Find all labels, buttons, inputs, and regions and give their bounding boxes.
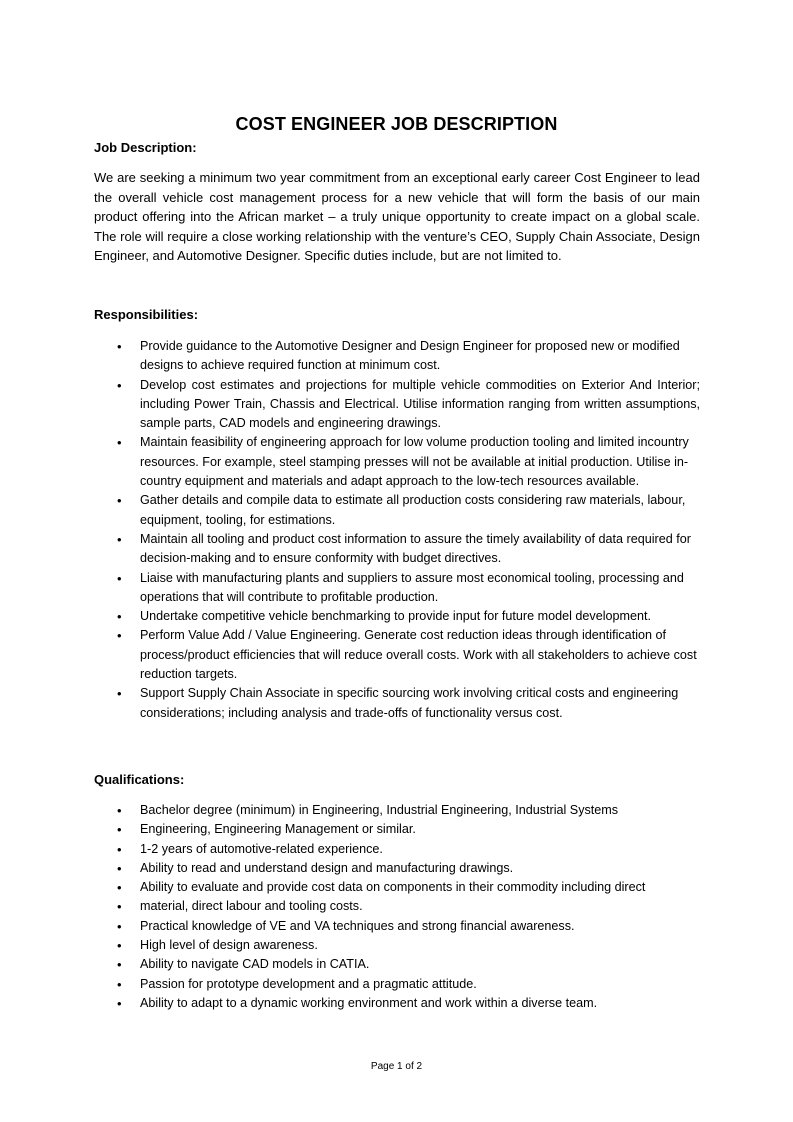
list-item: [0, 337, 700, 376]
list-item-text: material, direct labour and tooling costs.: [140, 899, 363, 914]
list-item: [0, 955, 700, 974]
list-item-text: Perform Value Add / Value Engineering. Generate cost reduction ideas through identification of process/product efficiencies that will reduce overall costs. Work with all stakeholders to achieve cost reduction targets.: [140, 628, 697, 682]
list-item-text: 1-2 years of automotive-related experience.: [140, 841, 383, 856]
list-item: [0, 491, 700, 530]
bullet-icon: •: [117, 628, 122, 644]
bullet-icon: •: [117, 822, 122, 838]
list-item: [0, 433, 700, 491]
document-title: COST ENGINEER JOB DESCRIPTION: [235, 114, 558, 134]
list-item-text: Ability to evaluate and provide cost data on components in their commodity including direct: [140, 880, 646, 895]
bullet-icon: •: [117, 918, 122, 934]
bullet-icon: •: [117, 860, 122, 876]
list-item: [0, 626, 700, 684]
list-item-text: Maintain all tooling and product cost information to assure the timely availability of data required for decision-making and to ensure conformity with budget directives.: [140, 531, 691, 566]
job-description-heading: Job Description:: [94, 140, 197, 155]
bullet-icon: •: [117, 435, 122, 451]
bullet-icon: •: [117, 686, 122, 702]
bullet-icon: •: [117, 880, 122, 896]
list-item: [0, 994, 700, 1013]
bullet-icon: •: [117, 531, 122, 547]
list-item: [0, 607, 700, 626]
bullet-icon: •: [117, 957, 122, 973]
responsibilities-heading: Responsibilities:: [94, 307, 199, 322]
list-item: [0, 897, 700, 916]
job-description-paragraph: We are seeking a minimum two year commitment from an exceptional early career Cost Engineer to lead the overall vehicle cost management process for a new vehicle that will form the basis of our main product offering into the African market – a truly unique opportunity to create impact on a global scale. The role will require a close working relationship with the venture’s CEO, Supply Chain Associate, Design Engineer, and Automotive Designer. Specific duties include, but are not limited to.: [94, 170, 700, 263]
list-item: [0, 569, 700, 608]
responsibilities-list: [0, 337, 793, 723]
bullet-icon: •: [117, 570, 122, 586]
list-item: [0, 684, 700, 723]
bullet-icon: •: [117, 976, 122, 992]
list-item-text: High level of design awareness.: [140, 938, 318, 953]
list-item-text: Support Supply Chain Associate in specific sourcing work involving critical costs and engineering considerations; including analysis and trade-offs of functionality versus cost.: [140, 686, 679, 720]
list-item-text: Develop cost estimates and projections for multiple vehicle commodities on Exterior And Interior; including Power Train, Chassis and Electrical. Utilise information ranging from written assumptions, sample parts, CAD models and engineering drawings.: [140, 377, 700, 431]
list-item-text: Passion for prototype development and a pragmatic attitude.: [140, 976, 477, 991]
qualifications-list: [0, 801, 793, 1013]
bullet-icon: •: [117, 899, 122, 915]
page-number-footer: Page 1 of 2: [370, 1061, 423, 1072]
list-item: [0, 840, 700, 859]
list-item-text: Ability to adapt to a dynamic working environment and work within a diverse team.: [140, 995, 598, 1010]
bullet-icon: •: [117, 339, 122, 354]
bullet-icon: •: [117, 609, 122, 625]
list-item: [0, 801, 700, 820]
list-item-text: Bachelor degree (minimum) in Engineering, Industrial Engineering, Industrial Systems: [140, 803, 619, 817]
list-item: [0, 975, 700, 994]
list-item-text: Maintain feasibility of engineering approach for low volume production tooling and limited incountry resources. For example, steel stamping presses will not be available at initial production. Utilise in-country equipment and materials and adapt approach to the low-tech resources available.: [140, 435, 689, 489]
bullet-icon: •: [117, 377, 122, 393]
list-item: [0, 917, 700, 936]
bullet-icon: •: [117, 995, 122, 1011]
list-item-text: Engineering, Engineering Management or similar.: [140, 822, 416, 837]
list-item-text: Ability to navigate CAD models in CATIA.: [140, 957, 370, 972]
list-item: [0, 820, 700, 839]
list-item-text: Liaise with manufacturing plants and suppliers to assure most economical tooling, processing and operations that will contribute to profitable production.: [140, 570, 684, 604]
list-item-text: Provide guidance to the Automotive Designer and Design Engineer for proposed new or modified designs to achieve required function at minimum cost.: [140, 339, 680, 373]
list-item-text: Ability to read and understand design and manufacturing drawings.: [140, 860, 514, 875]
bullet-icon: •: [117, 493, 122, 509]
bullet-icon: •: [117, 803, 122, 818]
list-item: [0, 376, 700, 434]
bullet-icon: •: [117, 938, 122, 954]
list-item-text: Practical knowledge of VE and VA techniques and strong financial awareness.: [140, 918, 575, 933]
list-item: [0, 530, 700, 569]
bullet-icon: •: [117, 841, 122, 857]
list-item: [0, 859, 700, 878]
list-item: [0, 936, 700, 955]
list-item-text: Gather details and compile data to estimate all production costs considering raw materials, labour, equipment, tooling, for estimations.: [140, 493, 686, 527]
list-item: [0, 878, 700, 897]
qualifications-heading: Qualifications:: [94, 772, 185, 787]
list-item-text: Undertake competitive vehicle benchmarking to provide input for future model development.: [140, 609, 652, 624]
